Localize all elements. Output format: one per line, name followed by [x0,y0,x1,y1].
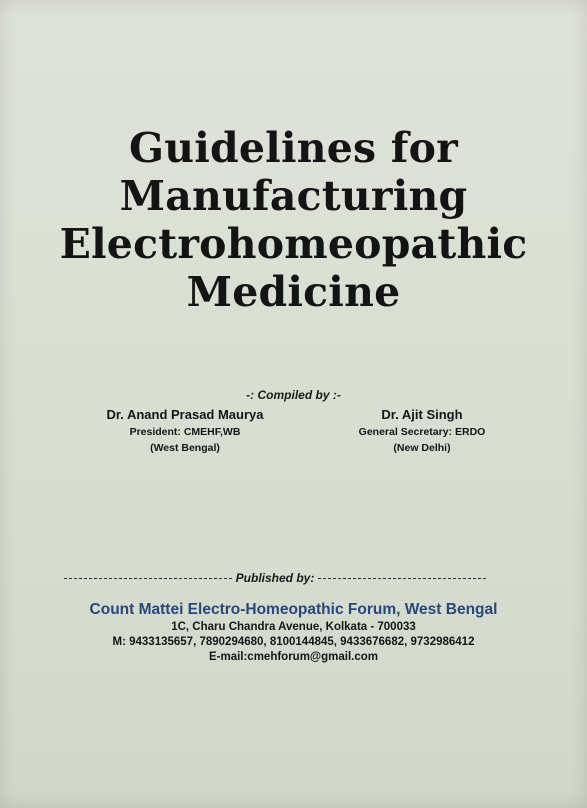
publisher-email: E-mail:cmehforum@gmail.com [208,651,379,663]
published-by-divider [64,571,486,585]
author-1 [80,406,290,456]
author-2 [322,406,522,456]
publisher-name: Count Mattei Electro-Homeopathic Forum, West Bengal [89,601,498,618]
title-line-2: Manufacturing [119,172,468,220]
author-2-role: General Secretary: ERDO [358,426,486,438]
dashed-rule-right [318,578,486,579]
publisher-phones: M: 9433135657, 7890294680, 8100144845, 9433676682, 9732986412 [112,636,475,648]
publisher-address: 1C, Charu Chandra Avenue, Kolkata - 700033 [171,621,416,633]
book-title [0,124,587,316]
author-2-region: (New Delhi) [393,442,451,454]
title-line-4: Medicine [186,268,401,316]
dashed-rule-left [64,578,232,579]
author-1-name: Dr. Anand Prasad Maurya [106,407,264,422]
author-1-role: President: CMEHF,WB [129,426,241,438]
author-2-name: Dr. Ajit Singh [381,407,463,422]
compiled-by-label: -: Compiled by :- [246,388,341,402]
author-1-region: (West Bengal) [150,442,220,454]
publisher-block [0,600,587,665]
published-by-label: Published by: [235,571,315,585]
title-line-3: Electrohomeopathic [59,220,528,268]
title-line-1: Guidelines for [129,124,458,172]
